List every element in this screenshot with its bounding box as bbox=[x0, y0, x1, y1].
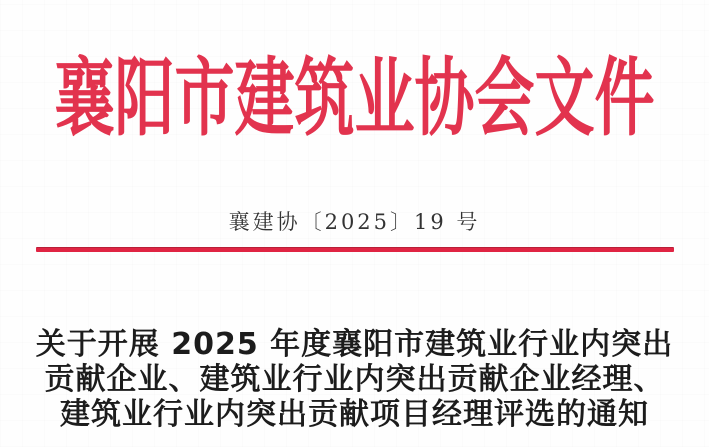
notice-title-line-3: 建筑业行业内突出贡献项目经理评选的通知 bbox=[60, 397, 649, 432]
document-number: 襄建协〔2025〕19 号 bbox=[228, 210, 481, 234]
notice-title-line-1: 关于开展 2025 年度襄阳市建筑业行业内突出 bbox=[35, 327, 674, 362]
notice-title-line-2: 贡献企业、建筑业行业内突出贡献企业经理、 bbox=[44, 362, 665, 397]
association-document-title: 襄阳市建筑业协会文件 bbox=[54, 49, 655, 149]
notice-title bbox=[0, 327, 709, 432]
red-divider-rule bbox=[36, 247, 674, 252]
red-header-banner bbox=[0, 34, 709, 150]
